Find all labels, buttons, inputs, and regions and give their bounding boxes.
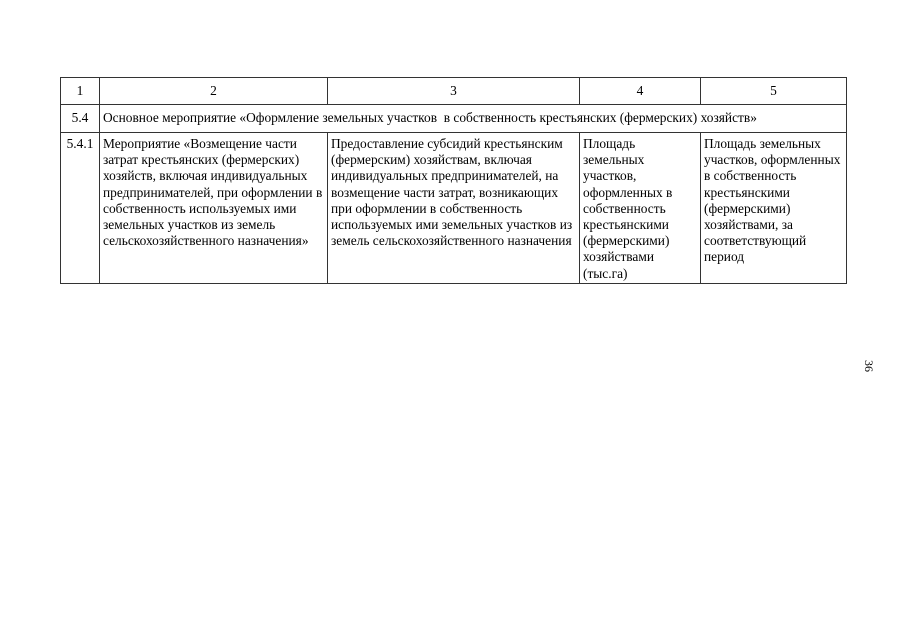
measures-table	[60, 77, 847, 284]
row-number: 5.4.1	[61, 133, 100, 284]
row-definition: Площадь земельных участков, оформленных в собственность крестьянскими (фермерскими) хозяйствами, за соответствующий период	[701, 133, 847, 284]
table-row	[61, 133, 847, 284]
header-cell-2: 2	[100, 78, 328, 105]
page-number: 36	[862, 360, 876, 372]
header-row	[61, 78, 847, 105]
header-cell-5: 5	[701, 78, 847, 105]
header-cell-4: 4	[580, 78, 701, 105]
row-indicator: Площадь земельных участков, оформленных в собственность крестьянскими (фермерскими) хозяйствами (тыс.га)	[580, 133, 701, 284]
row-event: Мероприятие «Возмещение части затрат крестьянских (фермерских) хозяйств, включая индивидуальных предпринимателей, при оформлении в собственность используемых ими земельных участков из земель сельскохозяйственного назначения»	[100, 133, 328, 284]
section-title: Основное мероприятие «Оформление земельных участков в собственность крестьянских (фермерских) хозяйств»	[100, 105, 847, 133]
header-cell-1: 1	[61, 78, 100, 105]
row-description: Предоставление субсидий крестьянским (фермерским) хозяйствам, включая индивидуальных предпринимателей, на возмещение части затрат, возникающих при оформлении в собственность используемых ими земельных участков из земель сельскохозяйственного назначения	[328, 133, 580, 284]
section-row	[61, 105, 847, 133]
header-cell-3: 3	[328, 78, 580, 105]
section-number: 5.4	[61, 105, 100, 133]
